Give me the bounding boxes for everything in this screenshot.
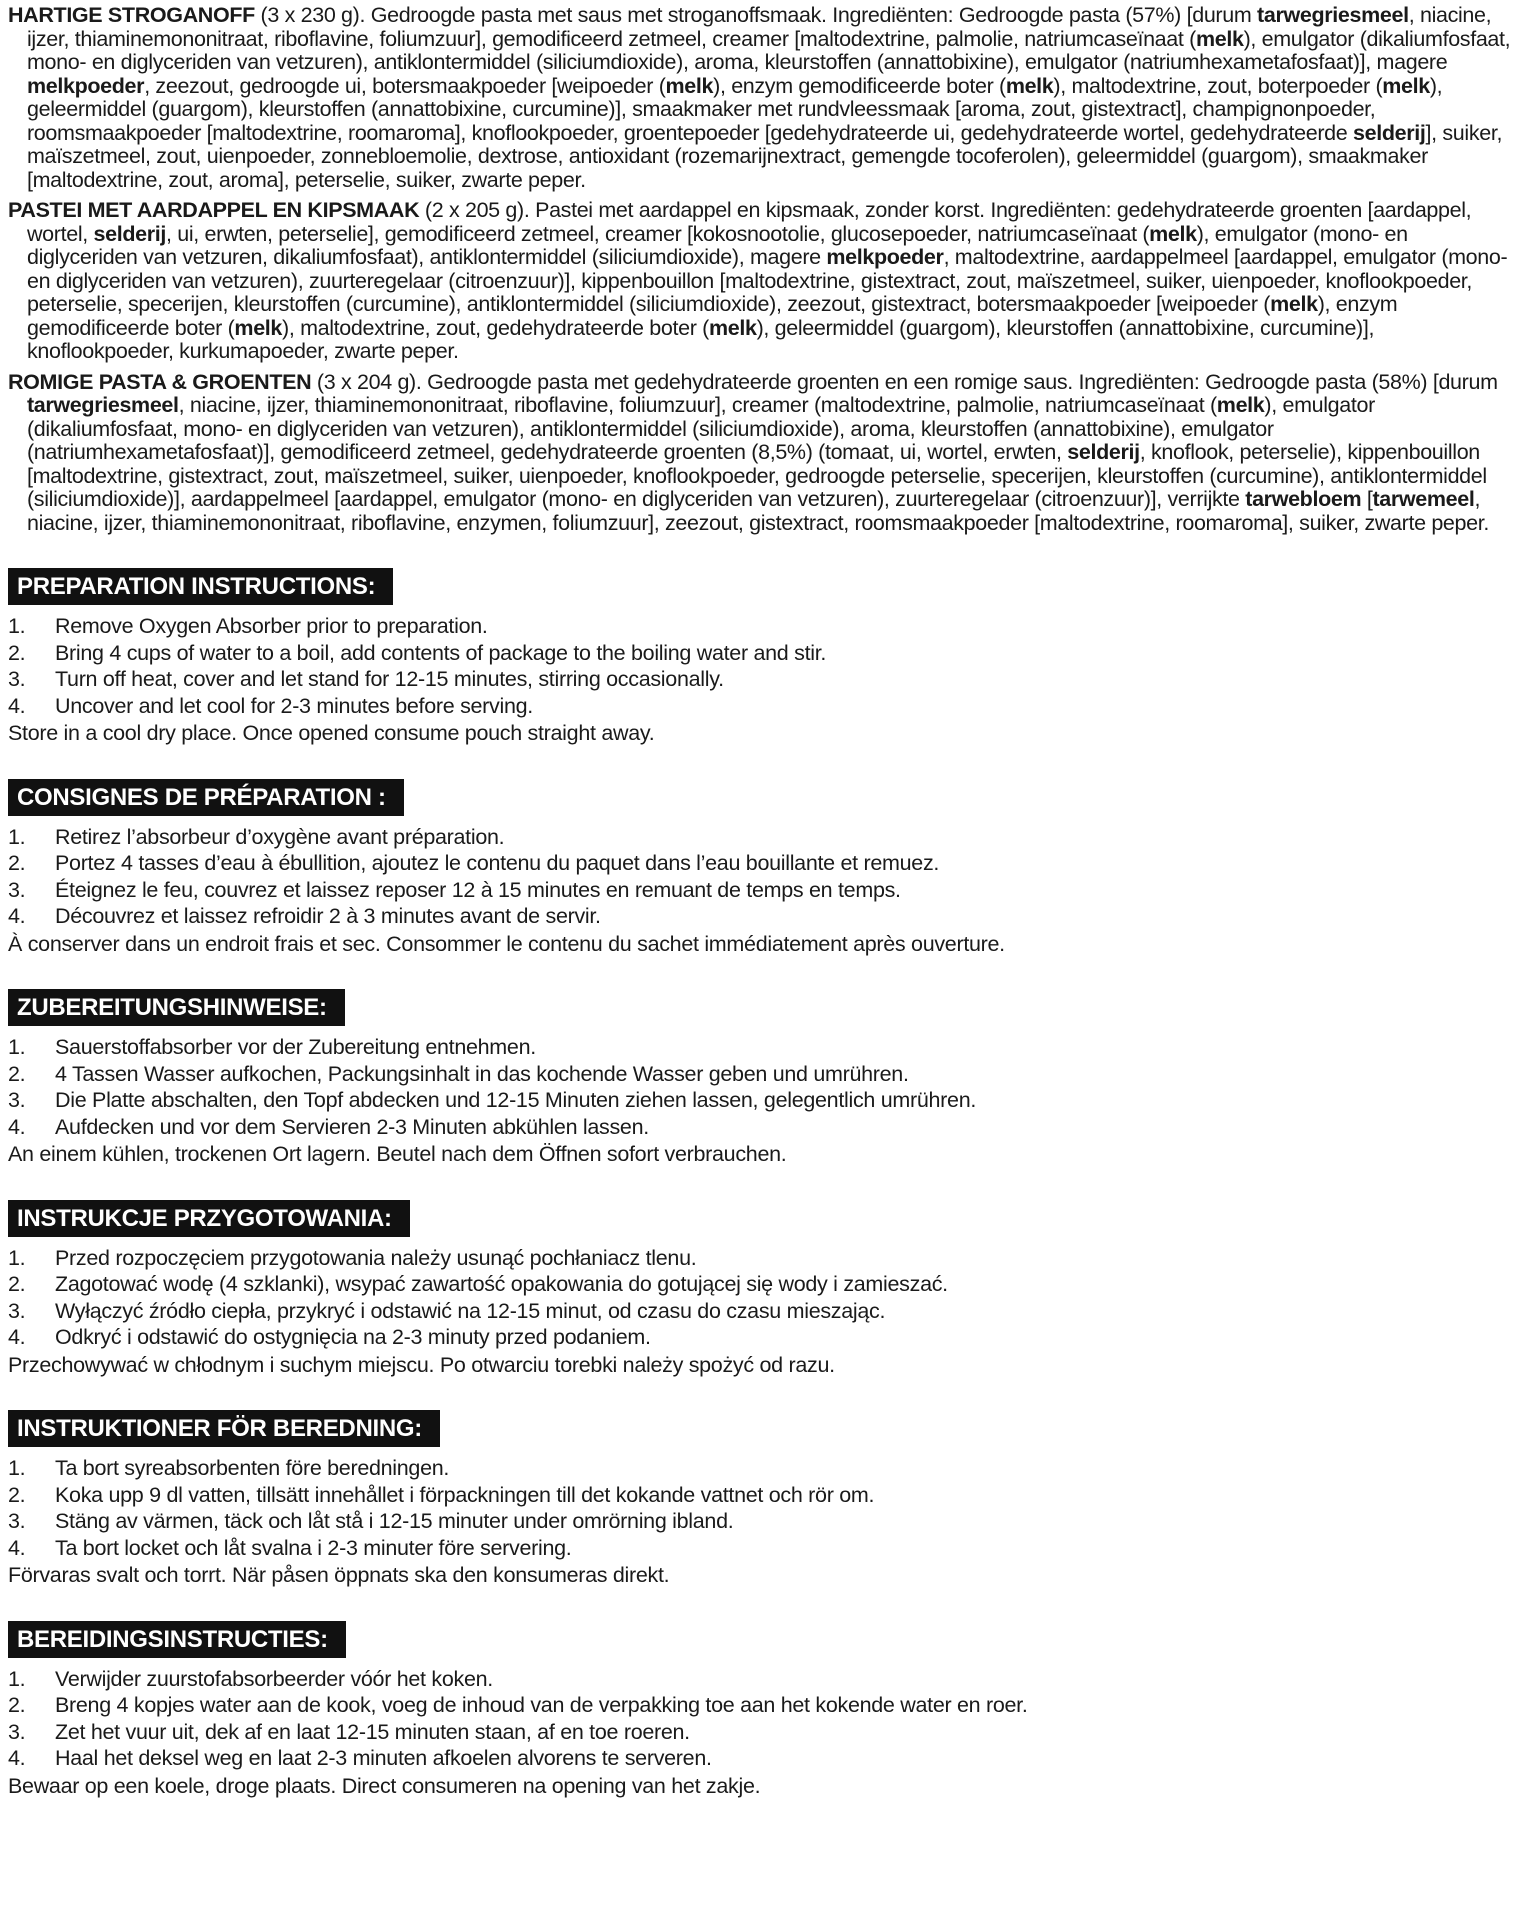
step — [8, 1247, 1512, 1271]
step-text: Koka upp 9 dl vatten, tillsätt innehållet i förpackningen till det kokande vattnet och rör om. — [55, 1482, 875, 1507]
step — [8, 1116, 1512, 1140]
step-text: 4 Tassen Wasser aufkochen, Packungsinhalt in das kochende Wasser geben und umrühren. — [55, 1061, 909, 1086]
step-text: Die Platte abschalten, den Topf abdecken und 12-15 Minuten ziehen lassen, gelegentlich umrühren. — [55, 1088, 977, 1112]
step — [8, 1089, 1512, 1113]
step — [8, 1721, 1512, 1745]
section-preparation-dutch — [8, 1621, 1512, 1799]
section-preparation-english — [8, 568, 1512, 746]
step-number: 3. — [8, 1088, 26, 1112]
step — [8, 1457, 1512, 1481]
step-text: Verwijder zuurstofabsorbeerder vóór het koken. — [55, 1666, 493, 1691]
step — [8, 1300, 1512, 1324]
step-text: Breng 4 kopjes water aan de kook, voeg de inhoud van de verpakking toe aan het kokende water en roer. — [55, 1693, 1028, 1717]
step — [8, 852, 1512, 876]
section-heading: INSTRUKCJE PRZYGOTOWANIA: — [8, 1200, 410, 1237]
step — [8, 1063, 1512, 1087]
step-text: Découvrez et laissez refroidir 2 à 3 minutes avant de servir. — [55, 904, 601, 928]
step-text: Ta bort locket och låt svalna i 2-3 minuter före servering. — [55, 1535, 572, 1560]
step-number: 4. — [8, 904, 26, 928]
ingredients-text: Pastei met aardappel en kipsmaak, zonder korst. Ingrediënten: gedehydrateerde groenten [aardappel, wortel, selderij, ui, erwten, peterselie], gemodificeerd zetmeel, creamer [kokosnootolie, glucosepoeder, natriumcaseïnaat (melk), emulgator (mono- en diglyceriden van vetzuren, dikaliumfosfaat), antiklontermiddel (siliciumdioxide), magere melkpoeder, maltodextrine, aardappelmeel [aardappel, emulgator (mono- en diglyceriden van vetzuren), zuurteregelaar (citroenzuur)], kippenbouillon [maltodextrine, gistextract, zout, maïszetmeel, suiker, uienpoeder, knoflookpoeder, peterselie, specerijen, kleurstoffen (curcumine), antiklontermiddel (siliciumdioxide), zeezout, gistextract, botersmaakpoeder [weipoeder (melk), enzym gemodificeerde boter (melk), maltodextrine, zout, gedehydrateerde boter (melk), geleermiddel (guargom), kleurstoffen (annattobixine, curcumine)], knoflookpoeder, kurkumapoeder, zwarte peper. — [27, 198, 1508, 363]
product-pack-size: (3 x 204 g). — [311, 369, 428, 394]
ingredients-paragraph-stroganoff — [8, 4, 1512, 192]
step — [8, 1747, 1512, 1771]
step — [8, 905, 1512, 929]
step-text: Sauerstoffabsorber vor der Zubereitung entnehmen. — [55, 1035, 536, 1059]
step — [8, 1036, 1512, 1060]
step — [8, 826, 1512, 850]
section-preparation-swedish — [8, 1410, 1512, 1588]
product-pack-size: (3 x 230 g). — [254, 3, 371, 27]
step-number: 1. — [8, 1245, 26, 1270]
step-text: Turn off heat, cover and let stand for 12-15 minutes, stirring occasionally. — [55, 667, 724, 691]
step-number: 3. — [8, 667, 26, 691]
step-text: Aufdecken und vor dem Servieren 2-3 Minuten abkühlen lassen. — [55, 1114, 649, 1139]
step-number: 1. — [8, 614, 26, 638]
step-text: Odkryć i odstawić do ostygnięcia na 2-3 minuty przed podaniem. — [55, 1325, 651, 1349]
step-text: Bring 4 cups of water to a boil, add contents of package to the boiling water and stir. — [55, 640, 827, 665]
step — [8, 1694, 1512, 1718]
ingredients-text: Gedroogde pasta met gedehydrateerde groenten en een romige saus. Ingrediënten: Gedroogde pasta (58%) [durum tarwegriesmeel, niacine, ijzer, thiaminemononitraat, riboflavine, foliumzuur], creamer (maltodextrine, palmolie, natriumcaseïnaat (melk), emulgator (dikaliumfosfaat, mono- en diglyceriden van vetzuren), antiklontermiddel (siliciumdioxide), aroma, kleurstoffen (annattobixine), emulgator (natriumhexametafosfaat)], gemodificeerd zetmeel, gedehydrateerde groenten (8,5%) (tomaat, ui, wortel, erwten, selderij, knoflook, peterselie), kippenbouillon [maltodextrine, gistextract, zout, maïszetmeel, suiker, uienpoeder, knoflookpoeder, gedroogde peterselie, specerijen, kleurstoffen (curcumine), antiklontermiddel (siliciumdioxide)], aardappelmeel [aardappel, emulgator (mono- en diglyceriden van vetzuren), zuurteregelaar (citroenzuur)], verrijkte tarwebloem [tarwemeel, niacine, ijzer, thiaminemononitraat, riboflavine, enzymen, foliumzuur], zeezout, gistextract, roomsmaakpoeder [maltodextrine, roomaroma], suiker, zwarte peper. — [27, 369, 1498, 535]
step — [8, 695, 1512, 719]
section-heading: INSTRUKTIONER FÖR BEREDNING: — [8, 1410, 440, 1447]
step — [8, 1537, 1512, 1561]
step-number: 3. — [8, 1719, 26, 1744]
step-number: 3. — [8, 877, 26, 902]
step-number: 2. — [8, 851, 26, 875]
step-text: Remove Oxygen Absorber prior to preparation. — [55, 614, 488, 638]
step — [8, 1668, 1512, 1692]
step-number: 4. — [8, 1746, 26, 1770]
ingredients-paragraph-pastei — [8, 199, 1512, 364]
step — [8, 1510, 1512, 1534]
step-text: Haal het deksel weg en laat 2-3 minuten afkoelen alvorens te serveren. — [55, 1746, 712, 1770]
step-number: 2. — [8, 1482, 26, 1507]
step-number: 4. — [8, 1114, 26, 1139]
storage-note: À conserver dans un endroit frais et sec. Consommer le contenu du sachet immédiatement après ouverture. — [8, 931, 1005, 956]
step-number: 1. — [8, 824, 26, 849]
storage-note: Förvaras svalt och torrt. När påsen öppnats ska den konsumeras direkt. — [8, 1563, 670, 1587]
step-number: 4. — [8, 1325, 26, 1349]
section-preparation-polish — [8, 1200, 1512, 1378]
step-text: Éteignez le feu, couvrez et laissez reposer 12 à 15 minutes en remuant de temps en temps. — [55, 877, 901, 902]
step-number: 1. — [8, 1666, 26, 1691]
product-name: HARTIGE STROGANOFF — [8, 3, 255, 27]
step-text: Wyłączyć źródło ciepła, przykryć i odstawić na 12-15 minut, od czasu do czasu mieszając. — [55, 1298, 886, 1323]
step-number: 3. — [8, 1509, 26, 1533]
ingredients-text: Gedroogde pasta met saus met stroganoffsmaak. Ingrediënten: Gedroogde pasta (57%) [durum tarwegriesmeel, niacine, ijzer, thiaminemononitraat, riboflavine, foliumzuur], gemodificeerd zetmeel, creamer [maltodextrine, palmolie, natriumcaseïnaat (melk), emulgator (dikaliumfosfaat, mono- en diglyceriden van vetzuren), antiklontermiddel (siliciumdioxide), aroma, kleurstoffen (annattobixine), emulgator (natriumhexametafosfaat)], magere melkpoeder, zeezout, gedroogde ui, botersmaakpoeder [weipoeder (melk), enzym gemodificeerde boter (melk), maltodextrine, zout, boterpoeder (melk), geleermiddel (guargom), kleurstoffen (annattobixine, curcumine)], smaakmaker met rundvleessmaak [aroma, zout, gistextract], champignonpoeder, roomsmaakpoeder [maltodextrine, roomaroma], knoflookpoeder, groentepoeder [gedehydrateerde ui, gedehydrateerde wortel, gedehydrateerde selderij], suiker, maïszetmeel, zout, uienpoeder, zonnebloemolie, dextrose, antioxidant (rozemarijnextract, gemengde tocoferolen), geleermiddel (guargom), smaakmaker [maltodextrine, zout, aroma], peterselie, suiker, zwarte peper. — [27, 3, 1511, 192]
step — [8, 879, 1512, 903]
section-preparation-german — [8, 989, 1512, 1167]
step-text: Zagotować wodę (4 szklanki), wsypać zawartość opakowania do gotującej się wody i zamieszać. — [55, 1272, 948, 1296]
step-text: Uncover and let cool for 2-3 minutes before serving. — [55, 693, 533, 718]
section-heading: ZUBEREITUNGSHINWEISE: — [8, 989, 345, 1026]
step-text: Portez 4 tasses d’eau à ébullition, ajoutez le contenu du paquet dans l’eau bouillante et remuez. — [55, 851, 940, 875]
step-text: Retirez l’absorbeur d’oxygène avant préparation. — [55, 824, 505, 849]
step — [8, 668, 1512, 692]
ingredients-paragraph-romige-pasta — [8, 371, 1512, 536]
step — [8, 615, 1512, 639]
product-name: PASTEI MET AARDAPPEL EN KIPSMAAK — [8, 198, 420, 222]
product-name: ROMIGE PASTA & GROENTEN — [8, 369, 312, 394]
section-heading: PREPARATION INSTRUCTIONS: — [8, 568, 393, 605]
section-heading: CONSIGNES DE PRÉPARATION : — [8, 779, 404, 816]
storage-note: Store in a cool dry place. Once opened consume pouch straight away. — [8, 721, 655, 745]
step — [8, 1326, 1512, 1350]
storage-note: An einem kühlen, trockenen Ort lagern. Beutel nach dem Öffnen sofort verbrauchen. — [8, 1142, 787, 1166]
section-preparation-french — [8, 779, 1512, 957]
step-text: Stäng av värmen, täck och låt stå i 12-15 minuter under omrörning ibland. — [55, 1509, 734, 1533]
step-number: 4. — [8, 1535, 26, 1560]
step — [8, 1273, 1512, 1297]
step-number: 3. — [8, 1298, 26, 1323]
step-text: Zet het vuur uit, dek af en laat 12-15 minuten staan, af en toe roeren. — [55, 1719, 690, 1744]
step-number: 2. — [8, 1272, 26, 1296]
step — [8, 642, 1512, 666]
step-number: 1. — [8, 1035, 26, 1059]
section-heading: BEREIDINGSINSTRUCTIES: — [8, 1621, 346, 1658]
step-number: 2. — [8, 1061, 26, 1086]
product-pack-size: (2 x 205 g). — [419, 198, 536, 222]
step-number: 2. — [8, 640, 26, 665]
step-number: 4. — [8, 693, 26, 718]
step-text: Ta bort syreabsorbenten före beredningen. — [55, 1456, 450, 1480]
storage-note: Bewaar op een koele, droge plaats. Direct consumeren na opening van het zakje. — [8, 1773, 761, 1798]
step — [8, 1484, 1512, 1508]
step-text: Przed rozpoczęciem przygotowania należy usunąć pochłaniacz tlenu. — [55, 1245, 697, 1270]
storage-note: Przechowywać w chłodnym i suchym miejscu. Po otwarciu torebki należy spożyć od razu. — [8, 1352, 835, 1377]
step-number: 1. — [8, 1456, 26, 1480]
step-number: 2. — [8, 1693, 26, 1717]
